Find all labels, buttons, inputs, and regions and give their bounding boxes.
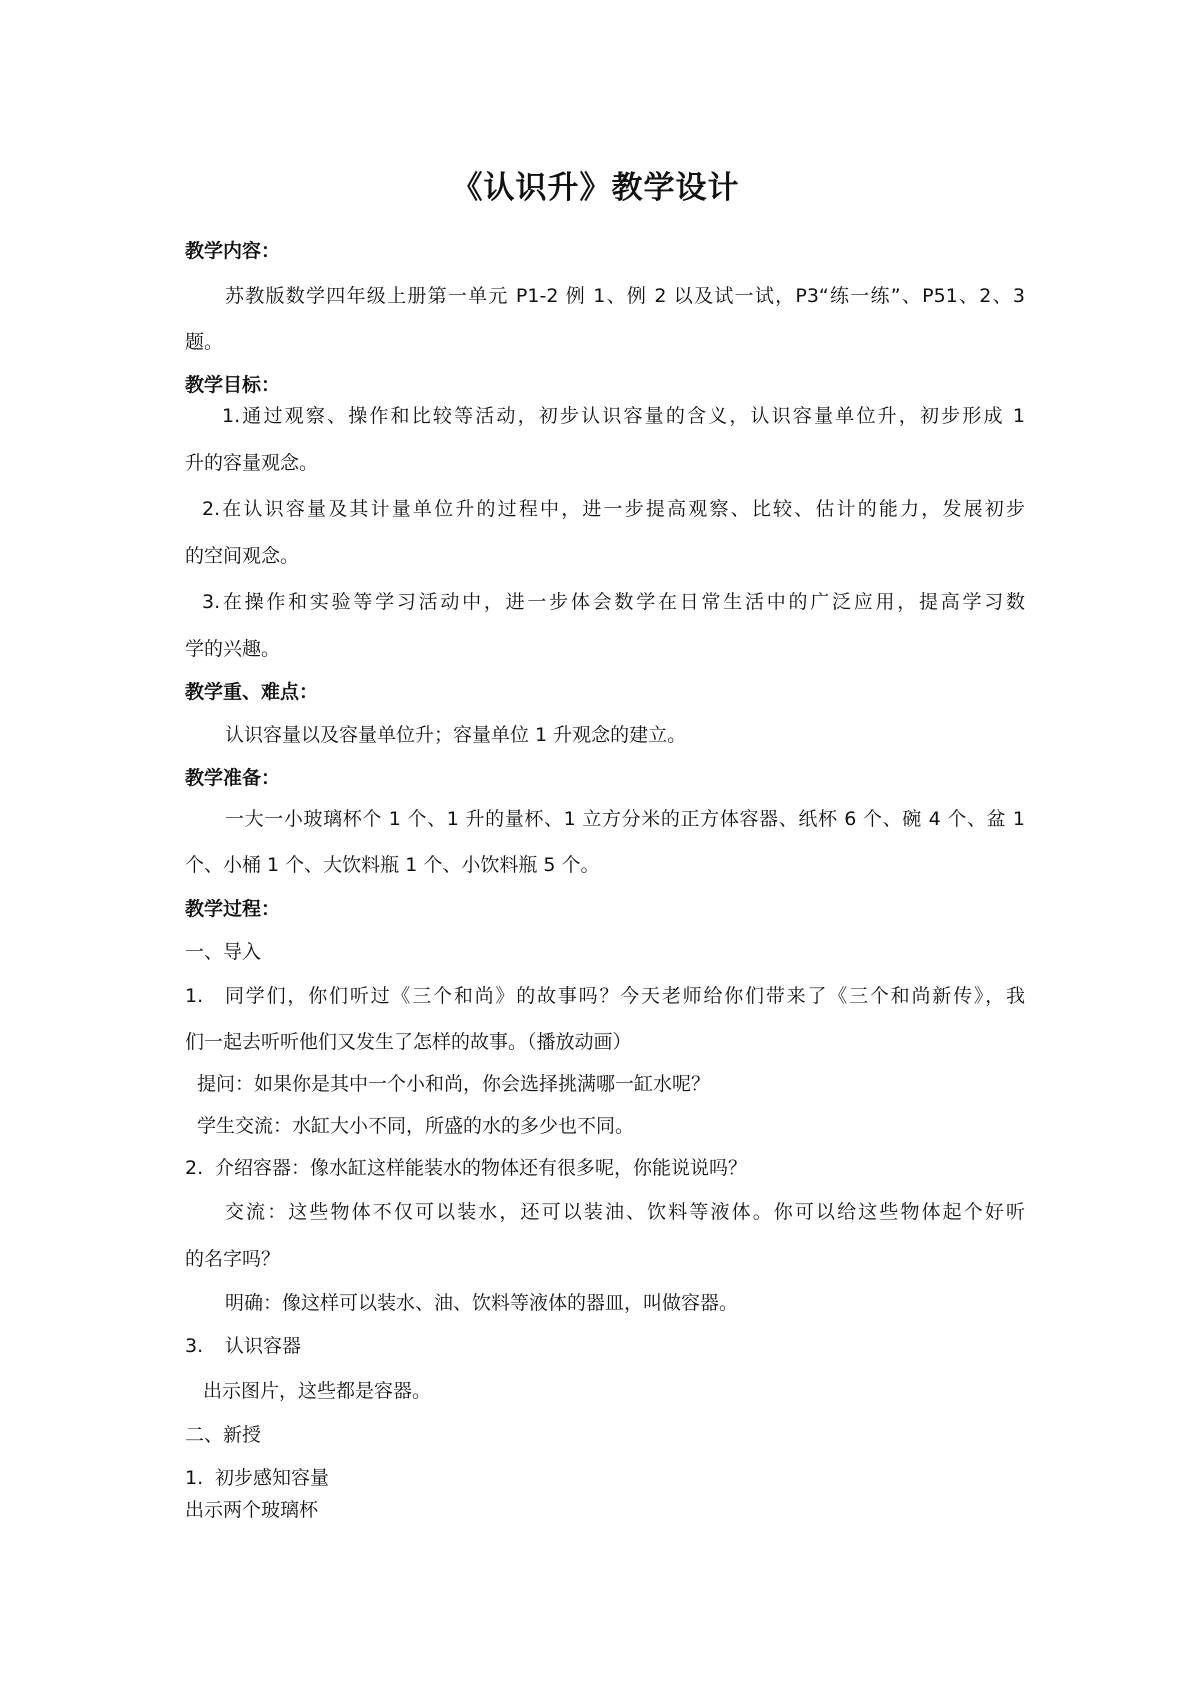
goal-1-line-1: 1.通过观察、操作和比较等活动，初步认识容量的含义，认识容量单位升，初步形成 1 <box>222 405 1025 427</box>
item-2-text: 介绍容器：像水缸这样能装水的物体还有很多呢，你能说说吗？ <box>215 1157 748 1179</box>
item-3-number: 3. <box>185 1335 204 1357</box>
question-text: 提问：如果你是其中一个小和尚，你会选择挑满哪一缸水呢？ <box>197 1073 711 1095</box>
prep-line-2: 个、小桶 1 个、大饮料瓶 1 个、小饮料瓶 5 个。 <box>185 854 600 876</box>
show-cups-text: 出示两个玻璃杯 <box>185 1499 319 1521</box>
exchange-line-2: 的名字吗？ <box>185 1248 281 1270</box>
keypoints-text: 认识容量以及容量单位升；容量单位 1 升观念的建立。 <box>225 724 687 746</box>
part-2-heading: 二、新授 <box>185 1424 262 1446</box>
item-2-number: 2. <box>185 1157 204 1179</box>
prep-line-1: 一大一小玻璃杯个 1 个、1 升的量杯、1 立方分米的正方体容器、纸杯 6 个、碗 4 个、盆 1 <box>225 808 1025 830</box>
goal-3-line-2: 学的兴趣。 <box>185 638 281 660</box>
heading-goals: 教学目标： <box>185 374 281 396</box>
goal-1-line-2: 升的容量观念。 <box>185 452 319 474</box>
item-1-number: 1. <box>185 985 204 1007</box>
item-3-text: 认识容器 <box>225 1335 302 1357</box>
show-pictures-text: 出示图片，这些都是容器。 <box>203 1380 432 1402</box>
new-item-1-number: 1. <box>185 1467 204 1489</box>
content-line-1: 苏教版数学四年级上册第一单元 P1-2 例 1、例 2 以及试一试，P3“练一练”、P51、2、3 <box>225 285 1025 307</box>
heading-content: 教学内容： <box>185 240 281 262</box>
student-exchange-text: 学生交流：水缸大小不同，所盛的水的多少也不同。 <box>197 1115 635 1137</box>
document-title: 《认识升》教学设计 <box>451 170 740 206</box>
goal-2-line-1: 2.在认识容量及其计量单位升的过程中，进一步提高观察、比较、估计的能力，发展初步 <box>202 498 1025 520</box>
goal-2-line-2: 的空间观念。 <box>185 545 300 567</box>
goal-3-line-1: 3.在操作和实验等学习活动中，进一步体会数学在日常生活中的广泛应用，提高学习数 <box>202 591 1025 613</box>
clarify-text: 明确：像这样可以装水、油、饮料等液体的器皿，叫做容器。 <box>225 1292 739 1314</box>
new-item-1-text: 初步感知容量 <box>215 1467 330 1489</box>
content-line-2: 题。 <box>185 331 224 353</box>
heading-prep: 教学准备： <box>185 767 281 789</box>
item-1-line-2: 们一起去听听他们又发生了怎样的故事。（播放动画） <box>185 1031 632 1053</box>
exchange-line-1: 交流：这些物体不仅可以装水，还可以装油、饮料等液体。你可以给这些物体起个好听 <box>225 1201 1025 1223</box>
part-1-heading: 一、导入 <box>185 941 262 963</box>
item-1-line-1: 同学们，你们听过《三个和尚》的故事吗？今天老师给你们带来了《三个和尚新传》，我 <box>225 985 1025 1007</box>
heading-process: 教学过程： <box>185 898 281 920</box>
heading-keypoints: 教学重、难点： <box>185 681 319 703</box>
